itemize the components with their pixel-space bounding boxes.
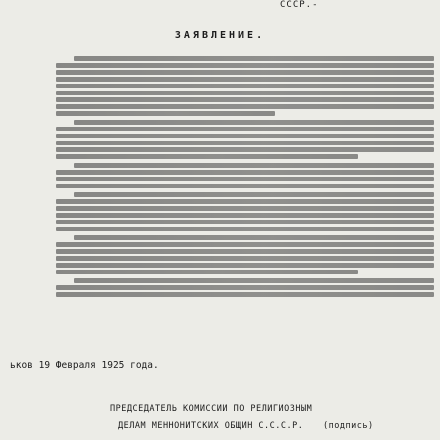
- text-line: [56, 154, 358, 159]
- text-line: [56, 256, 434, 261]
- document-title: ЗАЯВЛЕНИЕ.: [174, 30, 266, 41]
- signature-title-line-1: ПРЕДСЕДАТЕЛЬ КОМИССИИ ПО РЕЛИГИОЗНЫМ: [110, 404, 313, 414]
- text-line: [56, 111, 275, 116]
- text-line: [56, 213, 434, 218]
- paragraph-3: [56, 163, 434, 188]
- text-line: [56, 91, 434, 96]
- text-line: [56, 242, 434, 247]
- text-line: [56, 70, 434, 75]
- text-line: [74, 56, 434, 61]
- text-line: [56, 220, 434, 225]
- text-line: [56, 134, 434, 139]
- text-line: [56, 63, 434, 68]
- text-line: [56, 127, 434, 132]
- paragraph-2: [56, 120, 434, 159]
- paragraph-4: [56, 192, 434, 231]
- text-line: [56, 199, 434, 204]
- signature-note: (подпись): [323, 421, 374, 431]
- text-line: [56, 292, 434, 297]
- text-line: [56, 263, 434, 268]
- date-line: ьков 19 Февраля 1925 года.: [10, 360, 159, 371]
- text-line: [74, 278, 434, 283]
- body-text-block: [56, 54, 434, 301]
- text-line: [56, 97, 434, 102]
- text-line: [56, 227, 434, 232]
- text-line: [56, 104, 434, 109]
- text-line: [56, 177, 434, 182]
- text-line: [56, 285, 434, 290]
- text-line: [56, 206, 434, 211]
- text-line: [74, 192, 434, 197]
- text-line: [74, 120, 434, 125]
- top-remnant-text: СССР.-: [280, 0, 319, 10]
- text-line: [56, 249, 434, 254]
- paragraph-1: [56, 56, 434, 116]
- text-line: [56, 184, 434, 189]
- signature-org-text: ДЕЛАМ МЕННОНИТСКИХ ОБЩИН С.С.С.Р.: [118, 421, 304, 431]
- text-line: [56, 141, 434, 146]
- paragraph-6: [56, 278, 434, 296]
- text-line: [74, 235, 434, 240]
- signature-title-line-2: [118, 421, 374, 431]
- text-line: [56, 147, 434, 152]
- text-line: [56, 170, 434, 175]
- text-line: [56, 270, 358, 275]
- paragraph-5: [56, 235, 434, 274]
- text-line: [74, 163, 434, 168]
- text-line: [56, 77, 434, 82]
- text-line: [56, 84, 434, 89]
